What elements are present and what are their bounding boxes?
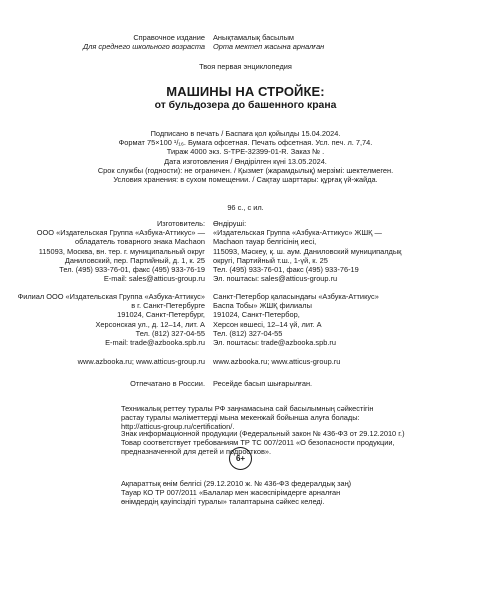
printed-in-kz-col bbox=[209, 379, 312, 388]
manufacturer-line: 115093, Мәскеу, қ. ш. аум. Даниловский муниципалдық bbox=[213, 246, 402, 256]
branch-ru bbox=[0, 292, 209, 347]
info-sign-line: Товар соответствует требованиям ТР ТС 007/2011 «О безопасности продукции, bbox=[121, 438, 395, 448]
edition-header-ru bbox=[0, 33, 209, 51]
branch-line: Баспа Тобы» ЖШҚ филиалы bbox=[213, 301, 312, 311]
branch-line: Филиал ООО «Издательская Группа «Азбука-Аттикус» bbox=[17, 292, 205, 301]
manufacturer-line: Machaon тауар белгісінің иесі, bbox=[213, 237, 317, 247]
website-links-kz: www.azbooka.ru; www.atticus-group.ru bbox=[213, 357, 341, 366]
edition-type-kz: Анықтамалық басылым bbox=[213, 33, 294, 42]
book-subtitle: от бульдозера до башенного крана bbox=[154, 100, 337, 111]
age-rating-badge: 6+ bbox=[229, 447, 252, 470]
branch-line: E-mail: trade@azbooka.spb.ru bbox=[105, 338, 205, 348]
manufacturer-label-ru: Изготовитель: bbox=[156, 219, 205, 228]
manufacturer-line: Тел. (495) 933-76-01, факс (495) 933-76-19 bbox=[59, 265, 205, 275]
manufacturer-line: 115093, Москва, вн. тер. г. муниципальный округ bbox=[38, 246, 205, 256]
kz-info-text bbox=[121, 479, 351, 507]
websites-ru-col bbox=[0, 357, 209, 366]
edition-header bbox=[0, 33, 324, 51]
manufacturer-line: «Издательская Группа «Азбука-Аттикус» ЖШҚ — bbox=[213, 228, 382, 238]
kz-info-line: өнімдердің қауіпсіздігі туралы» талаптарына сәйкес келеді. bbox=[121, 497, 325, 507]
branch-line: Санкт-Петербор қаласындағы «Азбука-Аттикус» bbox=[213, 292, 379, 301]
branch-line: Тел. (812) 327-04-55 bbox=[213, 328, 283, 338]
audience-kz: Орта мектеп жасына арналған bbox=[213, 42, 325, 52]
branch-line: 191024, Санкт-Петербург, bbox=[117, 310, 205, 320]
edition-header-kz bbox=[209, 33, 324, 51]
kz-info-line: Тауар КО ТР 007/2011 «Балалар мен жасөспірімдерге арналған bbox=[121, 488, 341, 498]
manufacturer-line: ООО «Издательская Группа «Азбука-Аттикус» — bbox=[36, 228, 205, 238]
print-info-line: Тираж 4000 экз. S-TPE-32399-01-R. Заказ № . bbox=[166, 147, 325, 157]
printed-in-block bbox=[0, 379, 312, 388]
branch-line: Тел. (812) 327-04-55 bbox=[135, 328, 205, 338]
websites-kz-col bbox=[209, 357, 340, 366]
branch-line: Херсонская ул., д. 12–14, лит. А bbox=[95, 319, 205, 329]
branch-line: Херсон көшесі, 12–14 үй, лит. А bbox=[213, 319, 322, 329]
print-info-line: Формат 75×100 ¹/₁₆. Бумага офсетная. Печать офсетная. Усл. печ. л. 7,74. bbox=[118, 138, 373, 148]
websites-block bbox=[0, 357, 340, 366]
printed-in-kz: Ресейде басып шығарылған. bbox=[213, 379, 313, 388]
manufacturer-line: Эл. поштасы: sales@atticus-group.ru bbox=[213, 274, 338, 284]
info-sign-line: Знак информационной продукции (Федеральный закон № 436-ФЗ от 29.12.2010 г.) bbox=[121, 429, 405, 438]
regulation-line: Техникалық реттеу туралы РФ заңнамасына сай басылымның сәйкестігін bbox=[121, 404, 374, 413]
page-count: 96 с., с ил. bbox=[227, 203, 264, 212]
audience-ru: Для среднего школьного возраста bbox=[83, 42, 205, 52]
manufacturer-line: E-mail: sales@atticus-group.ru bbox=[103, 274, 205, 284]
print-info-line: Подписано в печать / Баспаға қол қойылды 15.04.2024. bbox=[150, 129, 341, 138]
manufacturer-line: Даниловский, пер. Партийный, д. 1, к. 25 bbox=[64, 255, 205, 265]
branch-line: 191024, Санкт-Петербор, bbox=[213, 310, 300, 320]
print-info-line: Срок службы (годности): не ограничен. / Қызмет (жарамдылық) мерзімі: шектелмеген. bbox=[97, 165, 394, 175]
manufacturer-line: Тел. (495) 933-76-01, факс (495) 933-76-19 bbox=[213, 265, 359, 275]
manufacturer-ru bbox=[0, 219, 209, 283]
book-title: МАШИНЫ НА СТРОЙКЕ: bbox=[166, 84, 325, 99]
print-info-line: Дата изготовления / Өндірілген күні 13.05.2024. bbox=[164, 156, 327, 166]
series-name: Твоя первая энциклопедия bbox=[199, 62, 292, 71]
info-sign-line: предназначенной для детей и подростков». bbox=[121, 447, 272, 457]
print-info bbox=[0, 129, 491, 184]
branch-block bbox=[0, 292, 379, 347]
regulation-line: http://atticus-group.ru/certification/. bbox=[121, 422, 235, 432]
print-info-line: Условия хранения: в сухом помещении. / Сақтау шарттары: құрғақ үй-жайда. bbox=[113, 175, 378, 185]
manufacturer-label-kz: Өндіруші: bbox=[213, 219, 247, 228]
manufacturer-line: обладатель товарного знака Machaon bbox=[75, 237, 205, 247]
printed-in-ru: Отпечатано в России. bbox=[130, 379, 205, 388]
branch-line: в г. Санкт-Петербурге bbox=[131, 301, 205, 311]
regulation-line: растау туралы мәліметтерді мына мекенжай бойынша алуға болады: bbox=[121, 413, 360, 423]
website-links-ru: www.azbooka.ru; www.atticus-group.ru bbox=[77, 357, 205, 366]
regulation-text bbox=[121, 404, 373, 432]
manufacturer-kz bbox=[209, 219, 401, 283]
branch-kz bbox=[209, 292, 379, 347]
info-sign-text bbox=[121, 429, 405, 457]
printed-in-ru-col bbox=[0, 379, 209, 388]
edition-type-ru: Справочное издание bbox=[133, 33, 205, 42]
branch-line: Эл. поштасы: trade@azbooka.spb.ru bbox=[213, 338, 336, 348]
manufacturer-block bbox=[0, 219, 401, 283]
manufacturer-line: округі, Партийный т.ш., 1-үй, к. 25 bbox=[213, 255, 328, 265]
kz-info-line: Ақпараттық өнім белгісі (29.12.2010 ж. № 436-ФЗ федералдық заң) bbox=[121, 479, 352, 488]
